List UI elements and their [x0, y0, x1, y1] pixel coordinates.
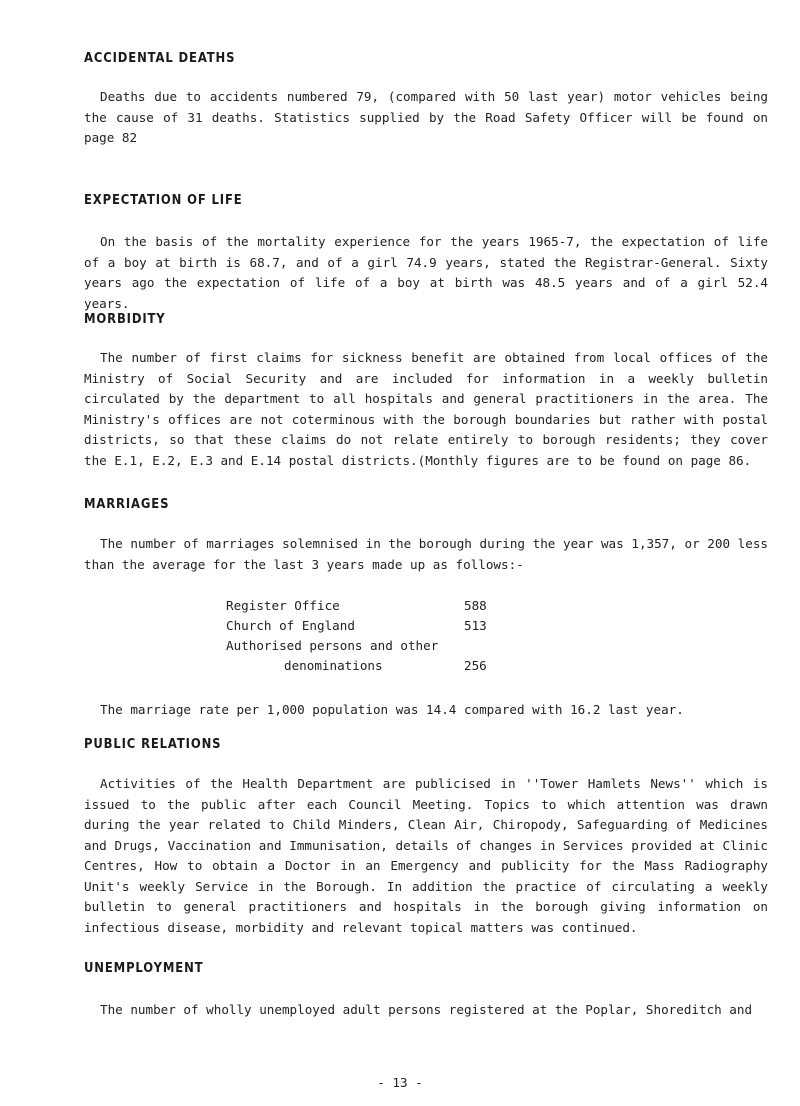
heading-unemployment: UNEMPLOYMENT: [84, 960, 204, 976]
heading-public-relations: PUBLIC RELATIONS: [84, 736, 222, 752]
para-unemployment-text: The number of wholly unemployed adult persons registered at the Poplar, Shoreditch and: [100, 1002, 753, 1017]
marriages-table: [226, 596, 504, 676]
table-row: [226, 596, 504, 616]
para-morbidity: [84, 348, 768, 471]
para-public-relations-text: Activities of the Health Department are publicised in ''Tower Hamlets News'' which is issued to the public after each Council Meeting. Topics to which attention was drawn during the year related to Child Minders, Clean Air, Chiropody, Safeguarding of Medicines and Drugs, Vaccination and Immunisation, details of changes in Services provided at Clinic Centres, How to obtain a Doctor in an Emergency and publicity for the Mass Radiography Unit's weekly Service in the Borough. In addition the practice of circulating a weekly bulletin to general practitioners and hospitals in the borough giving information on infectious disease, morbidity and relevant topical matters was continued.: [84, 776, 768, 935]
row-value: 588: [464, 598, 487, 613]
para-morbidity-text: The number of first claims for sickness benefit are obtained from local offices of the Ministry of Social Security and are included for information in a weekly bulletin circulated by the department to all hospitals and general practitioners in the area. The Ministry's offices are not coterminous with the borough boundaries but rather with postal districts, so that these claims do not relate entirely to borough residents; they cover the E.1, E.2, E.3 and E.14 postal districts.(Monthly figures are to be found on page 86.: [84, 350, 768, 468]
para-marriage-rate: [84, 700, 768, 721]
page-number: - 13 -: [377, 1075, 423, 1090]
heading-accidental-deaths: ACCIDENTAL DEATHS: [84, 50, 236, 66]
table-row: [226, 616, 504, 636]
row-label: Authorised persons and other: [226, 638, 439, 653]
row-value: 256: [464, 658, 487, 673]
para-marriage-rate-text: The marriage rate per 1,000 population was 14.4 compared with 16.2 last year.: [100, 702, 684, 717]
heading-marriages: MARRIAGES: [84, 496, 170, 512]
heading-expectation-of-life: EXPECTATION OF LIFE: [84, 192, 243, 208]
row-label: Register Office: [226, 598, 340, 613]
para-public-relations: [84, 774, 768, 938]
row-label: denominations: [284, 658, 383, 673]
table-row: [226, 656, 504, 676]
para-unemployment: [84, 1000, 768, 1021]
para-marriages-text: The number of marriages solemnised in the borough during the year was 1,357, or 200 less than the average for the last 3 years made up as follows:-: [84, 536, 768, 572]
para-expectation-text: On the basis of the mortality experience for the years 1965-7, the expectation of life of a boy at birth is 68.7, and of a girl 74.9 years, stated the Registrar-General. Sixty years ago the expectation of life of a boy at birth was 48.5 years and of a girl 52.4 years.: [84, 234, 768, 311]
para-accidental-deaths-text: Deaths due to accidents numbered 79, (compared with 50 last year) motor vehicles being the cause of 31 deaths. Statistics supplied by the Road Safety Officer will be found on page 82: [84, 89, 768, 145]
table-row: [226, 636, 504, 656]
para-marriages: [84, 534, 768, 575]
para-expectation-of-life: [84, 232, 768, 314]
heading-morbidity: MORBIDITY: [84, 311, 166, 327]
row-label: Church of England: [226, 618, 355, 633]
row-value-empty: [464, 636, 504, 656]
row-value: 513: [464, 618, 487, 633]
para-accidental-deaths: [84, 87, 768, 149]
